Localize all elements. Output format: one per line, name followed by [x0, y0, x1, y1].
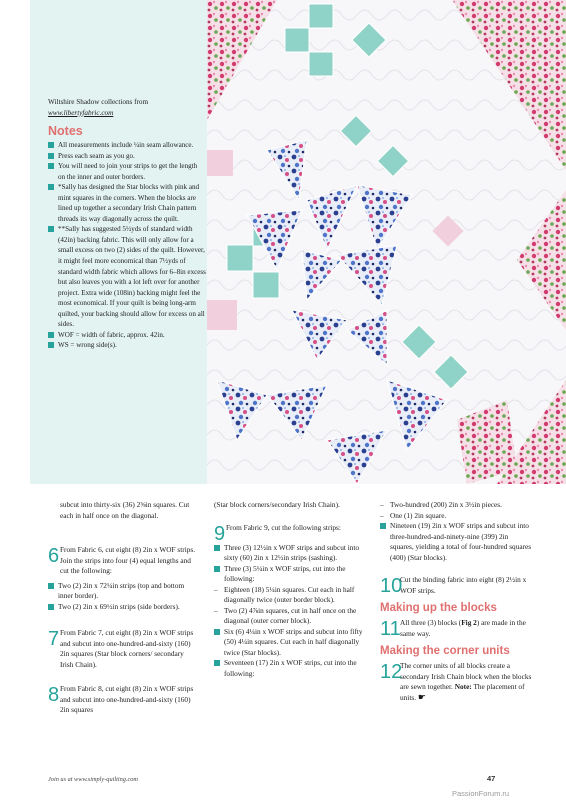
step-11 — [380, 618, 532, 639]
note-text: Press each seam as you go. — [58, 151, 135, 160]
bullet-square-icon — [48, 142, 54, 148]
step-text-part: All three (3) blocks ( — [400, 618, 462, 627]
fabric-credit — [48, 97, 200, 118]
list-item-text: Two (2) 2in x 69½in strips (side borders). — [58, 601, 180, 611]
note-item — [48, 182, 206, 224]
dash-marker: – — [214, 605, 218, 615]
note-item — [48, 340, 206, 351]
step-number: 7 — [48, 628, 60, 650]
watermark: PassionForum.ru — [452, 789, 510, 798]
list-item — [380, 500, 532, 511]
note-text: WOF = width of fabric, approx. 42in. — [58, 330, 165, 339]
col1-intro: subcut into thirty-six (36) 2⅝in squares. Cut each in half once on the diagonal. — [60, 500, 190, 520]
step-number: 10 — [380, 575, 403, 597]
step-10 — [380, 575, 532, 596]
list-item — [214, 585, 366, 606]
step-6-list — [48, 581, 198, 613]
step-12 — [380, 661, 532, 703]
list-item — [380, 511, 532, 522]
step-number: 12 — [380, 661, 403, 683]
list-item — [214, 564, 366, 585]
bullet-square-icon — [48, 604, 54, 610]
dash-marker: – — [380, 500, 384, 509]
list-item — [380, 521, 532, 563]
footer-website[interactable]: Join us at www.simply-quilting.com — [48, 776, 138, 783]
list-item — [214, 658, 366, 679]
bullet-square-icon — [380, 523, 386, 529]
figure-reference: Fig 2 — [461, 618, 477, 627]
list-item — [214, 543, 366, 564]
step-9 — [214, 523, 366, 543]
list-item-text: Eighteen (18) 5¼in squares. Cut each in half diagonally twice (outer border block). — [224, 584, 355, 604]
step-number: 6 — [48, 545, 60, 567]
note-item — [48, 140, 206, 151]
note-text: WS = wrong side(s). — [58, 341, 117, 350]
step-text: Cut the binding fabric into eight (8) 2½in x WOF strips. — [400, 575, 527, 595]
note-text: **Sally has suggested 5½yds of standard width (42in) backing fabric. This will only allow for a small excess on two (2) sides of the quilt. However, it might feel more economical than 7½yds of standard width fabric which allows for 6–8in excess but also leaves you with a lot left over for another project. Extra wide (108in) backing might feel the most economical. If your quilt is being long-arm quilted, your backing should allow for excess on all sides. — [58, 225, 206, 329]
quilt-illustration — [207, 0, 566, 484]
list-item-text: Seventeen (17) 2in x WOF strips, cut into the following: — [224, 658, 357, 678]
heading-making-blocks: Making up the blocks — [380, 602, 497, 614]
bullet-square-icon — [214, 545, 220, 551]
step-text: From Fabric 9, cut the following strips: — [226, 522, 341, 532]
bullet-square-icon — [214, 629, 220, 635]
notes-heading: Notes — [48, 124, 83, 138]
bullet-square-icon — [48, 332, 54, 338]
list-item-text: Two (2) 4⅞in squares, cut in half once on the diagonal (outer corner block). — [224, 605, 357, 625]
note-text: You will need to join your strips to get the length on the inner and outer borders. — [58, 162, 198, 181]
step-number: 11 — [380, 618, 401, 640]
note-text: All measurements include ¼in seam allowance. — [58, 141, 194, 149]
notes-list — [48, 140, 206, 351]
quilt-photo — [207, 0, 566, 484]
step-9-list — [214, 543, 366, 680]
heading-corner-units: Making the corner units — [380, 645, 510, 657]
credit-link[interactable]: www.libertyfabric.com — [48, 108, 114, 117]
note-item — [48, 330, 206, 341]
step-8 — [48, 684, 198, 716]
note-item — [48, 151, 206, 162]
bullet-square-icon — [214, 660, 220, 666]
list-item — [214, 606, 366, 627]
list-item — [48, 581, 198, 602]
step-text — [400, 661, 532, 703]
instructions-column-3 — [380, 500, 532, 707]
bullet-square-icon — [48, 153, 54, 159]
page-number: 47 — [487, 774, 496, 783]
note-label: Note: — [454, 682, 472, 691]
bullet-square-icon — [48, 342, 54, 348]
col3-list — [380, 500, 532, 563]
instructions-column-1 — [48, 500, 198, 720]
bullet-square-icon — [48, 163, 54, 169]
note-item — [48, 224, 206, 329]
list-item-text: Three (3) 5¼in x WOF strips, cut into the following: — [224, 563, 346, 583]
instructions-column-2 — [214, 500, 366, 679]
step-text — [400, 618, 532, 639]
dash-marker: – — [214, 584, 218, 594]
bullet-square-icon — [214, 566, 220, 572]
step-text: From Fabric 6, cut eight (8) 2in x WOF strips. Join the strips into four (4) equal lengths and cut the following: — [60, 545, 196, 575]
step-text-part: The corner units of all blocks create a secondary Irish Chain block when the blocks are sewn together. — [400, 661, 532, 691]
list-item-text: Three (3) 12½in x WOF strips and subcut into sixty (60) 2in x 12½in strips (sashing). — [224, 542, 360, 562]
step-number: 8 — [48, 684, 60, 706]
list-item-text: Two-hundred (200) 2in x 3½in pieces. — [390, 500, 502, 509]
step-6 — [48, 545, 198, 577]
list-item-text: One (1) 2in square. — [390, 510, 447, 520]
step-text-part: The placement of units. — [400, 682, 525, 702]
step-text: From Fabric 8, cut eight (8) 2in x WOF strips and subcut into one-hundred-and-sixty (160) 2in squares — [60, 684, 194, 714]
step-text-part: ) are made in the same way. — [400, 618, 526, 638]
dash-marker: – — [380, 510, 384, 520]
note-item — [48, 161, 206, 182]
pointing-hand-icon: ☛ — [417, 692, 426, 703]
credit-line: Wiltshire Shadow collections from — [48, 98, 149, 106]
list-item — [48, 602, 198, 613]
step-number: 9 — [214, 522, 226, 545]
list-item-text: Six (6) 4¼in x WOF strips and subcut into fifty (50) 4¼in squares. Cut each in half diagonally twice (Star blocks). — [224, 626, 363, 657]
bullet-square-icon — [48, 184, 54, 190]
list-item-text: Two (2) 2in x 72¼in strips (top and bottom inner border). — [58, 580, 185, 600]
step-7 — [48, 628, 198, 670]
list-item — [214, 627, 366, 659]
list-item-text: Nineteen (19) 2in x WOF strips and subcut into three-hundred-and-ninety-nine (399) 2in squares, yielding a total of four-hundred squares (400) (Star blocks). — [390, 521, 532, 562]
note-text: *Sally has designed the Star blocks with pink and mint squares in the corners. When the blocks are lined up together a secondary Irish Chain pattern threads its way diagonally across the quilt. — [58, 183, 200, 223]
bullet-square-icon — [48, 226, 54, 232]
col2-intro: (Star block corners/secondary Irish Chain). — [214, 500, 340, 509]
step-text: From Fabric 7, cut eight (8) 2in x WOF strips and subcut into one-hundred-and-sixty (160) 2in squares (Star block corners/ secondary Irish Chain). — [60, 628, 194, 669]
bullet-square-icon — [48, 583, 54, 589]
